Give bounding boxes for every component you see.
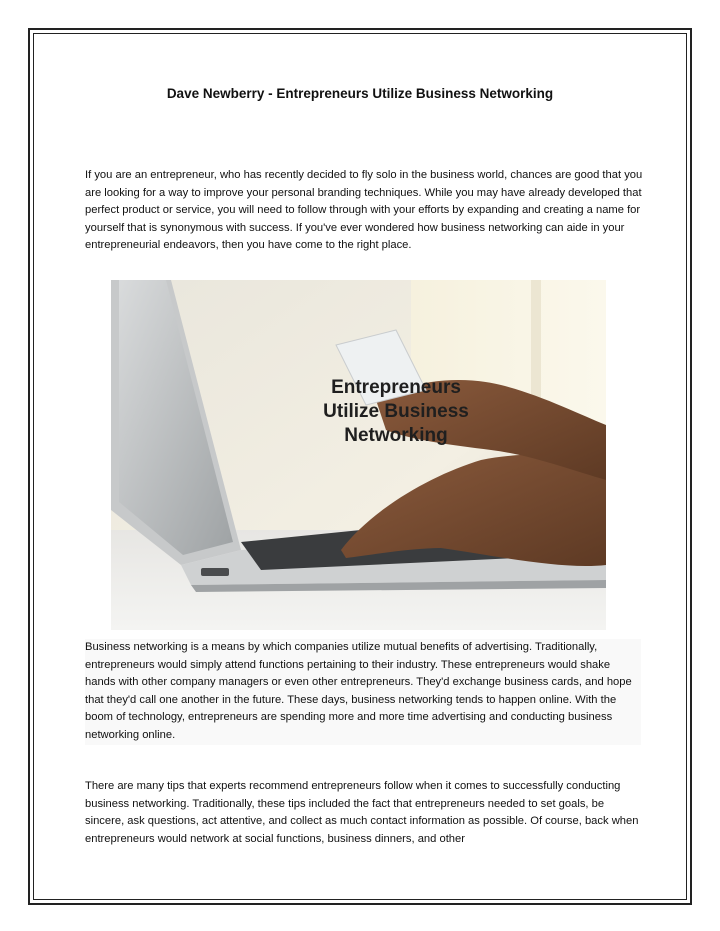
hero-image (111, 280, 606, 630)
paragraph-intro: If you are an entrepreneur, who has recently decided to fly solo in the business world, chances are good that you are looking for a way to improve your personal branding techniques. While you may have already developed that perfect product or service, you will need to follow through with your efforts by expanding and creating a name for yourself that is synonymous with success. If you've ever wondered how business networking can aide in your entrepreneurial endeavors, then you have come to the right place. (85, 169, 643, 252)
image-caption-overlay (301, 376, 491, 448)
laptop-photo (111, 280, 606, 630)
overlay-line-1: Entrepreneurs (331, 377, 461, 398)
document-title: Dave Newberry - Entrepreneurs Utilize Business Networking (166, 86, 554, 101)
paragraph-networking-definition: Business networking is a means by which companies utilize mutual benefits of advertising. Traditionally, entrepreneurs would simply attend functions pertaining to their industry. These entrepreneurs would shake hands with other company managers or even other entrepreneurs. They'd exchange business cards, and hope that they'd call one another in the future. These days, business networking tends to happen online. With the boom of technology, entrepreneurs are spending more and more time advertising and conducting business networking online. (85, 639, 641, 745)
overlay-line-2: Utilize Business (323, 401, 469, 422)
paragraph-tips: There are many tips that experts recommend entrepreneurs follow when it comes to successfully conducting business networking. Traditionally, these tips included the fact that entrepreneurs needed to set goals, be sincere, ask questions, act attentive, and collect as much contact information as possible. Of course, back when entrepreneurs would network at social functions, business dinners, and other (85, 780, 639, 845)
overlay-line-3: Networking (344, 425, 448, 446)
